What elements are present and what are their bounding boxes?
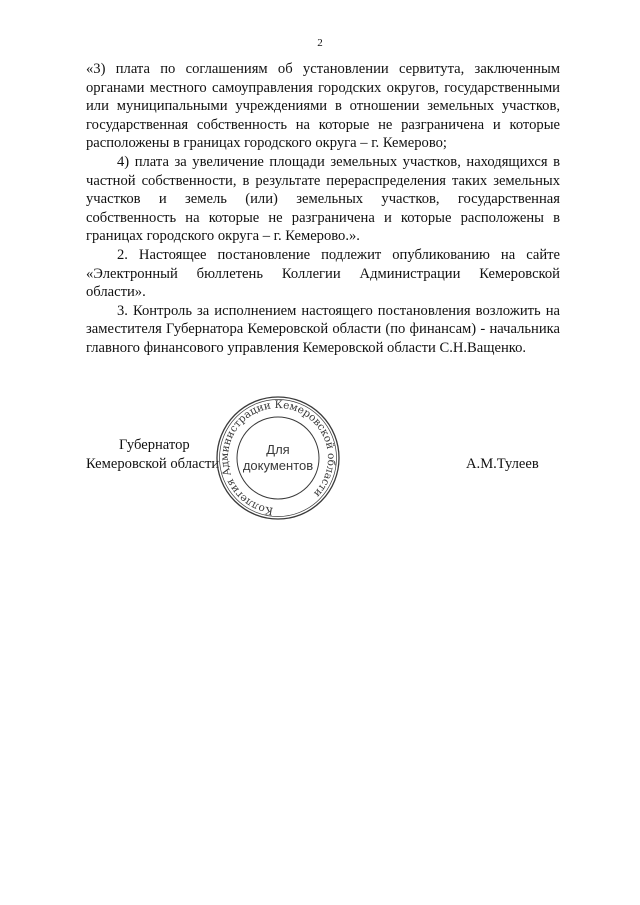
stamp-ring-text: Коллегия Администрации Кемеровской области bbox=[218, 398, 338, 517]
document-body bbox=[86, 60, 560, 358]
paragraph-item-4: 4) плата за увеличение площади земельных участков, находящихся в частной собственности, в результате перераспределения таких земельных участков и земель (или) земельных участков, государственная собственность на которые не разграничена и которые расположены в границах городского округа – г. Кемерово.». bbox=[86, 153, 560, 245]
stamp-center-line1: Для bbox=[266, 442, 290, 457]
paragraph-item-3: «3) плата по соглашениям об установлении сервитута, заключенным органами местного самоуправления городских округов, государственными или муниципальными учреждениями в отношении земельных участков, государственная собственность на которые не разграничена и которые расположены в границах городского округа – г. Кемерово; bbox=[86, 61, 560, 152]
official-stamp bbox=[214, 394, 342, 522]
signature-title-line1: Губернатор bbox=[119, 437, 190, 453]
page-number: 2 bbox=[317, 37, 323, 49]
paragraph-control: 3. Контроль за исполнением настоящего постановления возложить на заместителя Губернатора Кемеровской области (по финансам) - начальника главного финансового управления Кемеровской области С.Н.Ващенко. bbox=[86, 302, 560, 356]
stamp-center-line2: документов bbox=[242, 458, 314, 473]
paragraph-publication: 2. Настоящее постановление подлежит опубликованию на сайте «Электронный бюллетень Коллегии Администрации Кемеровской области». bbox=[86, 246, 560, 301]
signatory-name: А.М.Тулеев bbox=[466, 456, 539, 472]
signature-title-line2: Кемеровской области bbox=[86, 456, 220, 472]
